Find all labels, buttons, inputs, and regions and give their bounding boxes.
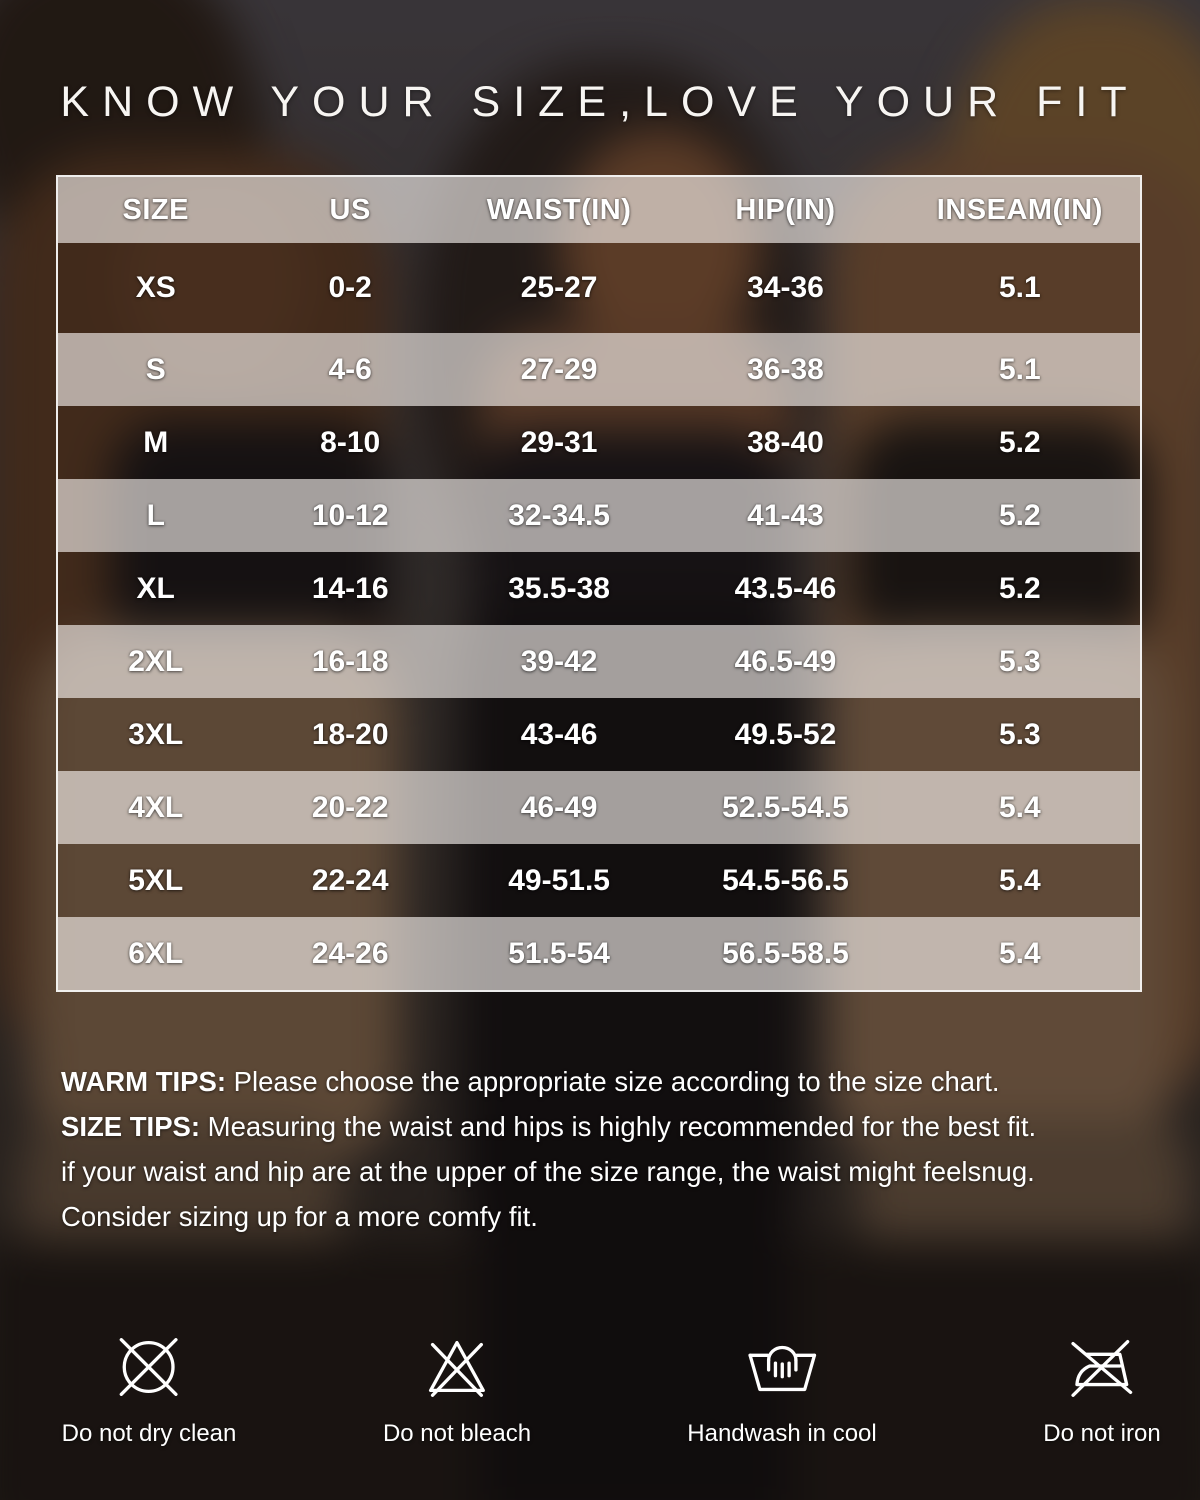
size-cell: 6XL [128,936,184,970]
column-header: SIZE [122,193,189,226]
table-row [58,844,1140,917]
value-cell: 34-36 [747,271,824,304]
table-row [58,479,1140,552]
value-cell: 0-2 [328,271,372,304]
care-label: Do not dry clean [61,1420,237,1447]
table-row [58,917,1140,990]
tip-label: WARM TIPS: [61,1066,226,1097]
value-cell: 43.5-46 [734,571,837,605]
care-label: Handwash in cool [687,1420,877,1447]
table-row [58,552,1140,625]
table-row [58,406,1140,479]
table-row [58,771,1140,844]
tip-line: WARM TIPS: Please choose the appropriate size according to the size chart. [61,1066,1000,1097]
column-header: US [329,193,371,226]
tip-line: if your waist and hip are at the upper of the size range, the waist might feelsnug. [61,1156,1035,1187]
tips-section [61,1059,1151,1239]
value-cell: 5.2 [998,571,1041,605]
value-cell: 56.5-58.5 [722,936,849,970]
table-row [58,625,1140,698]
size-cell: 2XL [128,644,184,678]
value-cell: 22-24 [311,863,389,897]
size-cell: S [145,352,166,386]
column-header: WAIST(IN) [486,193,632,226]
handwash-icon [743,1328,821,1406]
value-cell: 49.5-52 [734,717,837,751]
value-cell: 5.2 [998,498,1041,532]
value-cell: 5.3 [998,717,1041,751]
tip-line: Consider sizing up for a more comfy fit. [61,1201,538,1232]
care-label: Do not iron [1043,1420,1161,1447]
value-cell: 20-22 [311,790,389,824]
value-cell: 43-46 [520,717,598,751]
page-title: KNOW YOUR SIZE,LOVE YOUR FIT [60,78,1140,126]
value-cell: 32-34.5 [508,498,610,532]
do-not-iron-icon [1063,1328,1141,1406]
value-cell: 5.4 [998,790,1041,824]
value-cell: 5.4 [998,936,1041,970]
value-cell: 16-18 [311,644,389,678]
value-cell: 5.1 [998,352,1041,386]
value-cell: 46-49 [520,790,598,824]
value-cell: 5.1 [998,271,1041,304]
size-cell: 3XL [128,717,184,751]
value-cell: 24-26 [311,936,389,970]
care-instructions [0,1328,1200,1458]
value-cell: 29-31 [520,425,598,459]
value-cell: 39-42 [520,644,598,678]
size-cell: XS [135,271,176,304]
value-cell: 51.5-54 [508,936,610,970]
column-header: HIP(IN) [735,193,836,226]
value-cell: 35.5-38 [508,571,610,605]
tip-line: SIZE TIPS: Measuring the waist and hips is highly recommended for the best fit. [61,1111,1037,1142]
table-header-row [58,177,1140,243]
care-item-do-not-iron [1043,1328,1160,1448]
column-header: INSEAM(IN) [936,193,1103,226]
care-label: Do not bleach [382,1420,532,1447]
value-cell: 18-20 [311,717,389,751]
value-cell: 5.4 [998,863,1041,897]
value-cell: 52.5-54.5 [722,790,849,824]
value-cell: 4-6 [328,352,372,386]
size-cell: XL [136,571,175,605]
size-cell: 5XL [128,863,184,897]
do-not-dry-clean-icon [110,1328,188,1406]
size-chart-table [56,175,1142,992]
value-cell: 5.2 [998,425,1041,459]
care-item-handwash [687,1328,876,1448]
do-not-bleach-icon [418,1328,496,1406]
table-row [58,243,1140,333]
size-cell: 4XL [128,790,184,824]
tip-label: SIZE TIPS: [61,1111,201,1142]
value-cell: 49-51.5 [508,863,610,897]
value-cell: 36-38 [747,352,824,386]
value-cell: 5.3 [998,644,1041,678]
care-item-do-not-dry-clean [62,1328,237,1448]
value-cell: 27-29 [520,352,598,386]
value-cell: 46.5-49 [734,644,837,678]
value-cell: 54.5-56.5 [722,863,849,897]
care-item-do-not-bleach [383,1328,531,1448]
size-cell: M [143,425,169,459]
value-cell: 10-12 [311,498,389,532]
size-cell: L [146,498,165,532]
value-cell: 8-10 [320,425,381,459]
table-row [58,333,1140,406]
table-row [58,698,1140,771]
value-cell: 14-16 [311,571,389,605]
value-cell: 25-27 [520,271,598,304]
value-cell: 38-40 [747,425,824,459]
value-cell: 41-43 [747,498,824,532]
